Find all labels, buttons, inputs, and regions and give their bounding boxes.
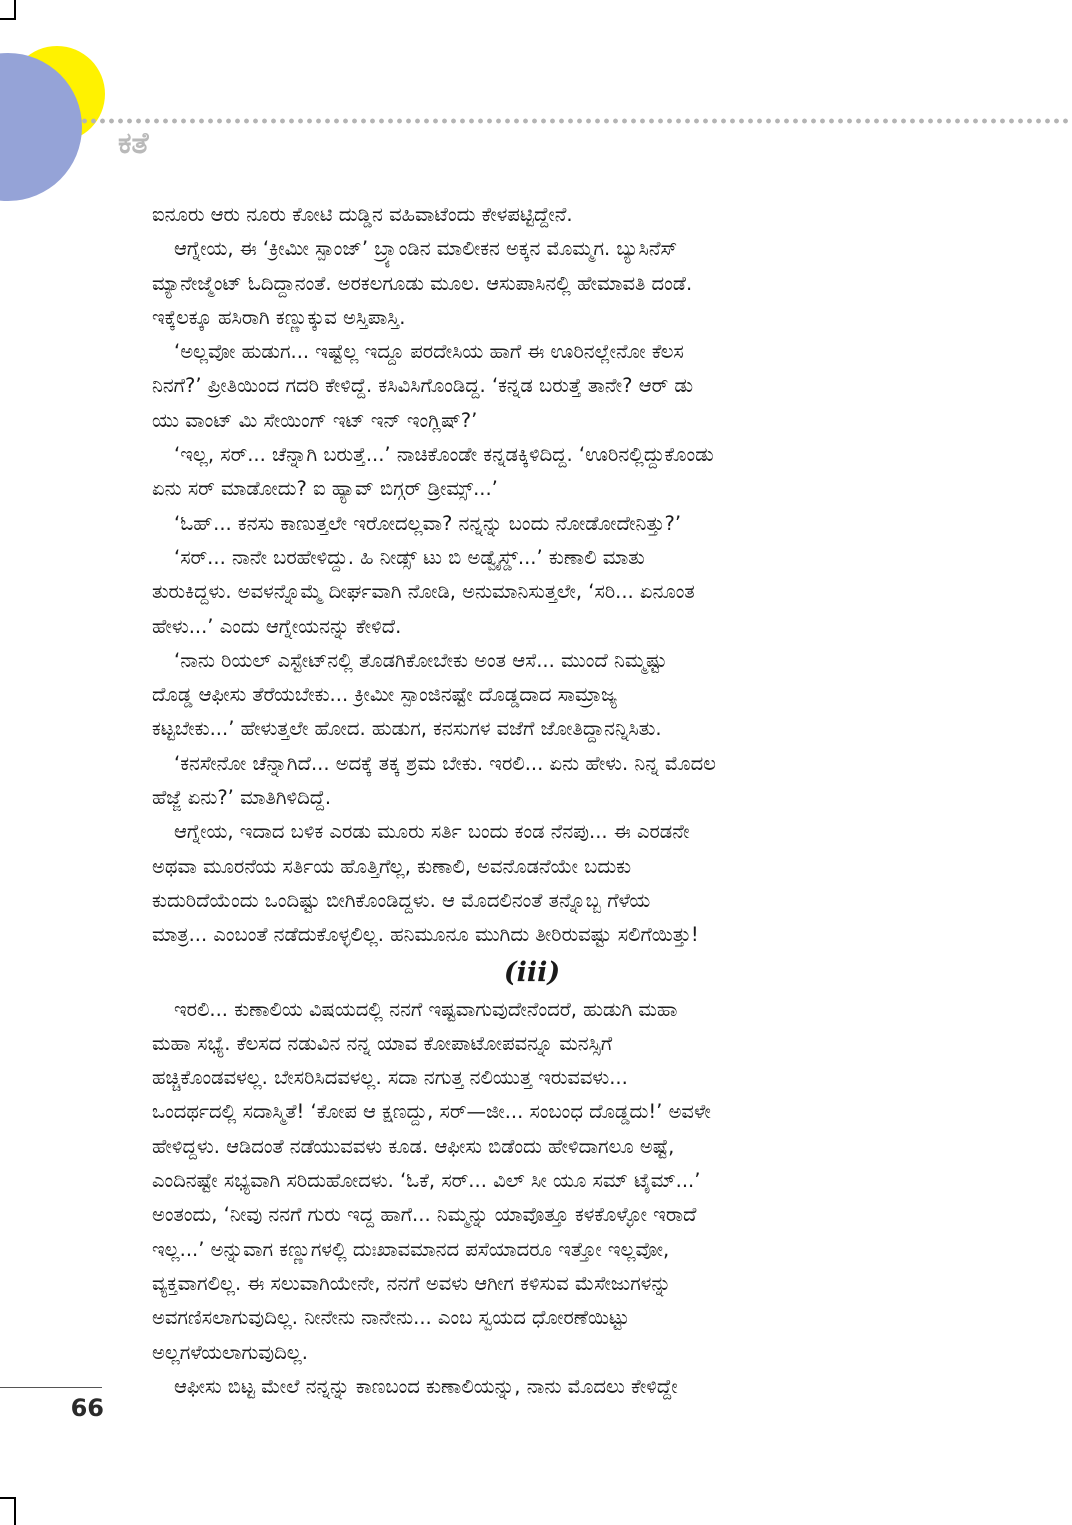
text-line: ಏನು ಸರ್ ಮಾಡೋದು? ಐ ಹ್ಯಾವ್ ಬಿಗ್ಗರ್ ಡ್ರೀಮ್ಸ್...’ xyxy=(152,477,498,501)
text-line: ಮ್ಯಾನೇಜ್ಮೆಂಟ್ ಓದಿದ್ದಾನಂತೆ. ಅರಕಲಗೂಡು ಮೂಲ. ಆಸುಪಾಸಿನಲ್ಲಿ ಹೇಮಾವತಿ ದಂಡೆ. xyxy=(152,271,693,295)
text-line: ವ್ಯಕ್ತವಾಗಲಿಲ್ಲ. ಈ ಸಲುವಾಗಿಯೇನೇ, ನನಗೆ ಅವಳು ಆಗೀಗ ಕಳಿಸುವ ಮೆಸೇಜುಗಳನ್ನು xyxy=(152,1271,672,1295)
text-line: ಕುದುರಿದೆಯೆಂದು ಒಂದಿಷ್ಟು ಬೀಗಿಕೊಂಡಿದ್ದಳು. ಆ ಮೊದಲಿನಂತೆ ತನ್ನೊಬ್ಬ ಗೆಳೆಯ xyxy=(152,888,651,912)
text-block-1 xyxy=(152,198,912,953)
text-line: ಕಟ್ಟಬೇಕು...’ ಹೇಳುತ್ತಲೇ ಹೋದ. ಹುಡುಗ, ಕನಸುಗಳ ವಜೆಗೆ ಜೋತಿದ್ದಾನನ್ನಿಸಿತು. xyxy=(152,717,662,741)
text-line: ಅಲ್ಲಗಳೆಯಲಾಗುವುದಿಲ್ಲ. xyxy=(152,1340,308,1364)
crop-mark xyxy=(14,1497,16,1525)
text-line: ಮಾತ್ರ... ಎಂಬಂತೆ ನಡೆದುಕೊಳ್ಳಲಿಲ್ಲ. ಹನಿಮೂನೂ ಮುಗಿದು ತೀರಿರುವಷ್ಟು ಸಲಿಗೆಯಿತ್ತು! xyxy=(152,923,699,947)
text-line: ಆಗ್ನೇಯ, ಈ ‘ಕ್ರೀಮೀ ಸ್ಪಾಂಜ್’ ಬ್ರ್ಯಾಂಡಿನ ಮಾಲೀಕನ ಅಕ್ಕನ ಮೊಮ್ಮಗ. ಬ್ಯುಸಿನೆಸ್ xyxy=(174,237,678,261)
text-line: ‘ಕನಸೇನೋ ಚೆನ್ನಾಗಿದೆ... ಅದಕ್ಕೆ ತಕ್ಕ ಶ್ರಮ ಬೇಕು. ಇರಲಿ... ಏನು ಹೇಳು. ನಿನ್ನ ಮೊದಲ xyxy=(174,751,716,775)
text-line: ‘ಅಲ್ಲವೋ ಹುಡುಗ... ಇಷ್ಟೆಲ್ಲ ಇದ್ದೂ ಪರದೇಸಿಯ ಹಾಗೆ ಈ ಊರಿನಲ್ಲೇನೋ ಕೆಲಸ xyxy=(174,340,684,364)
page-number: 66 xyxy=(70,1394,104,1422)
text-line: ‘ಓಹ್... ಕನಸು ಕಾಣುತ್ತಲೇ ಇರೋದಲ್ಲವಾ? ನನ್ನನ್ನು ಬಂದು ನೋಡೋದೇನಿತ್ತು?’ xyxy=(174,511,682,535)
text-line: ‘ಸರ್... ನಾನೇ ಬರಹೇಳಿದ್ದು. ಹಿ ನೀಡ್ಸ್ ಟು ಬಿ ಅಡ್ವೈಸ್ಡ್...’ ಕುಣಾಲಿ ಮಾತು xyxy=(174,545,645,569)
text-line: ಅಂತಂದು, ‘ನೀವು ನನಗೆ ಗುರು ಇದ್ದ ಹಾಗೆ... ನಿಮ್ಮನ್ನು ಯಾವೊತ್ತೂ ಕಳಕೊಳ್ಳೋ ಇರಾದೆ xyxy=(152,1203,697,1227)
section-label: ಕತೆ xyxy=(118,126,149,161)
text-line: ತುರುಕಿದ್ದಳು. ಅವಳನ್ನೊಮ್ಮೆ ದೀರ್ಘವಾಗಿ ನೋಡಿ, ಅನುಮಾನಿಸುತ್ತಲೇ, ‘ಸರಿ... ಏನೂಂತ xyxy=(152,580,695,604)
crop-mark xyxy=(0,18,16,20)
text-line: ‘ಇಲ್ಲ, ಸರ್... ಚೆನ್ನಾಗಿ ಬರುತ್ತೆ...’ ನಾಚಿಕೊಂಡೇ ಕನ್ನಡಕ್ಕಿಳಿದಿದ್ದ. ‘ಊರಿನಲ್ಲಿದ್ದುಕೊಂಡು xyxy=(174,443,714,467)
text-line: ಇರಲಿ... ಕುಣಾಲಿಯ ವಿಷಯದಲ್ಲಿ ನನಗೆ ಇಷ್ಟವಾಗುವುದೇನೆಂದರೆ, ಹುಡುಗಿ ಮಹಾ xyxy=(174,997,678,1021)
section-subheading: (iii) xyxy=(503,956,561,988)
text-line: ಹೆಜ್ಜೆ ಏನು?’ ಮಾತಿಗಿಳಿದಿದ್ದೆ. xyxy=(152,786,332,810)
text-line: ಅಥವಾ ಮೂರನೆಯ ಸರ್ತಿಯ ಹೊತ್ತಿಗೆಲ್ಲ, ಕುಣಾಲಿ, ಅವನೊಡನೆಯೇ ಬದುಕು xyxy=(152,854,632,878)
text-line: ಹೇಳಿದ್ದಳು. ಆಡಿದಂತೆ ನಡೆಯುವವಳು ಕೂಡ. ಆಫೀಸು ಬಿಡೆಂದು ಹೇಳಿದಾಗಲೂ ಅಷ್ಟೆ, xyxy=(152,1134,675,1158)
crop-mark xyxy=(14,0,16,20)
text-line: ಇಲ್ಲ...’ ಅನ್ನುವಾಗ ಕಣ್ಣುಗಳಲ್ಲಿ ದುಃಖಾವಮಾನದ ಪಸೆಯಾದರೂ ಇತ್ತೋ ಇಲ್ಲವೋ, xyxy=(152,1237,670,1261)
article-body xyxy=(152,198,912,1404)
text-line: ನಿನಗೆ?’ ಪ್ರೀತಿಯಿಂದ ಗದರಿ ಕೇಳಿದ್ದೆ. ಕಸಿವಿಸಿಗೊಂಡಿದ್ದ. ‘ಕನ್ನಡ ಬರುತ್ತೆ ತಾನೇ? ಆರ್ ಡು xyxy=(152,374,694,398)
text-line: ಇಕ್ಕೆಲಕ್ಕೂ ಹಸಿರಾಗಿ ಕಣ್ಣುಕ್ಕುವ ಅಸ್ತಿಪಾಸ್ತಿ. xyxy=(152,305,406,329)
text-line: ಅವಗಣಿಸಲಾಗುವುದಿಲ್ಲ. ನೀನೇನು ನಾನೇನು... ಎಂಬ ಸ್ವಯದ ಧೋರಣೆಯಿಟ್ಟು xyxy=(152,1306,630,1330)
dotted-rule xyxy=(80,117,1072,125)
text-line: ಆಫೀಸು ಬಿಟ್ಟ ಮೇಲೆ ನನ್ನನ್ನು ಕಾಣಬಂದ ಕುಣಾಲಿಯನ್ನು, ನಾನು ಮೊದಲು ಕೇಳಿದ್ದೇ xyxy=(174,1374,678,1398)
text-line: ‘ನಾನು ರಿಯಲ್ ಎಸ್ಟೇಟ್‌ನಲ್ಲಿ ತೊಡಗಿಕೋಬೇಕು ಅಂತ ಆಸೆ... ಮುಂದೆ ನಿಮ್ಮಷ್ಟು xyxy=(174,648,667,672)
header-decoration xyxy=(0,40,120,250)
text-line: ಹೇಳು...’ ಎಂದು ಆಗ್ನೇಯನನ್ನು ಕೇಳಿದೆ. xyxy=(152,614,402,638)
text-line: ಒಂದರ್ಥದಲ್ಲಿ ಸದಾಸ್ಮಿತೆ! ‘ಕೋಪ ಆ ಕ್ಷಣದ್ದು, ಸರ್—ಜೀ... ಸಂಬಂಧ ದೊಡ್ಡದು!’ ಅವಳೇ xyxy=(152,1100,711,1124)
text-line: ಮಹಾ ಸಭ್ಯೆ. ಕೆಲಸದ ನಡುವಿನ ನನ್ನ ಯಾವ ಕೋಪಾಟೋಪವನ್ನೂ ಮನಸ್ಸಿಗೆ xyxy=(152,1031,613,1055)
text-line: ಯು ವಾಂಟ್ ಮಿ ಸೇಯಿಂಗ್ ಇಟ್ ಇನ್ ಇಂಗ್ಲಿಷ್?’ xyxy=(152,408,478,432)
text-line: ಆಗ್ನೇಯ, ಇದಾದ ಬಳಿಕ ಎರಡು ಮೂರು ಸರ್ತಿ ಬಂದು ಕಂಡ ನೆನಪು... ಈ ಎರಡನೇ xyxy=(174,820,690,844)
text-line: ಎಂದಿನಷ್ಟೇ ಸಭ್ಯವಾಗಿ ಸರಿದುಹೋದಳು. ‘ಓಕೆ, ಸರ್... ವಿಲ್ ಸೀ ಯೂ ಸಮ್ ಟೈಮ್...’ xyxy=(152,1169,701,1193)
text-line: ದೊಡ್ಡ ಆಫೀಸು ತೆರೆಯಬೇಕು... ಕ್ರೀಮೀ ಸ್ಪಾಂಜಿನಷ್ಟೇ ದೊಡ್ಡದಾದ ಸಾಮ್ರಾಜ್ಯ xyxy=(152,683,617,707)
text-block-2 xyxy=(152,993,912,1405)
footer-rule xyxy=(0,1387,102,1388)
crop-mark xyxy=(0,1497,16,1499)
text-line: ಹಚ್ಚಿಕೊಂಡವಳಲ್ಲ. ಬೇಸರಿಸಿದವಳಲ್ಲ. ಸದಾ ನಗುತ್ತ ನಲಿಯುತ್ತ ಇರುವವಳು... xyxy=(152,1066,628,1090)
text-line: ಐನೂರು ಆರು ನೂರು ಕೋಟಿ ದುಡ್ಡಿನ ವಹಿವಾಟೆಂದು ಕೇಳಪಟ್ಟಿದ್ದೇನೆ. xyxy=(152,203,573,226)
